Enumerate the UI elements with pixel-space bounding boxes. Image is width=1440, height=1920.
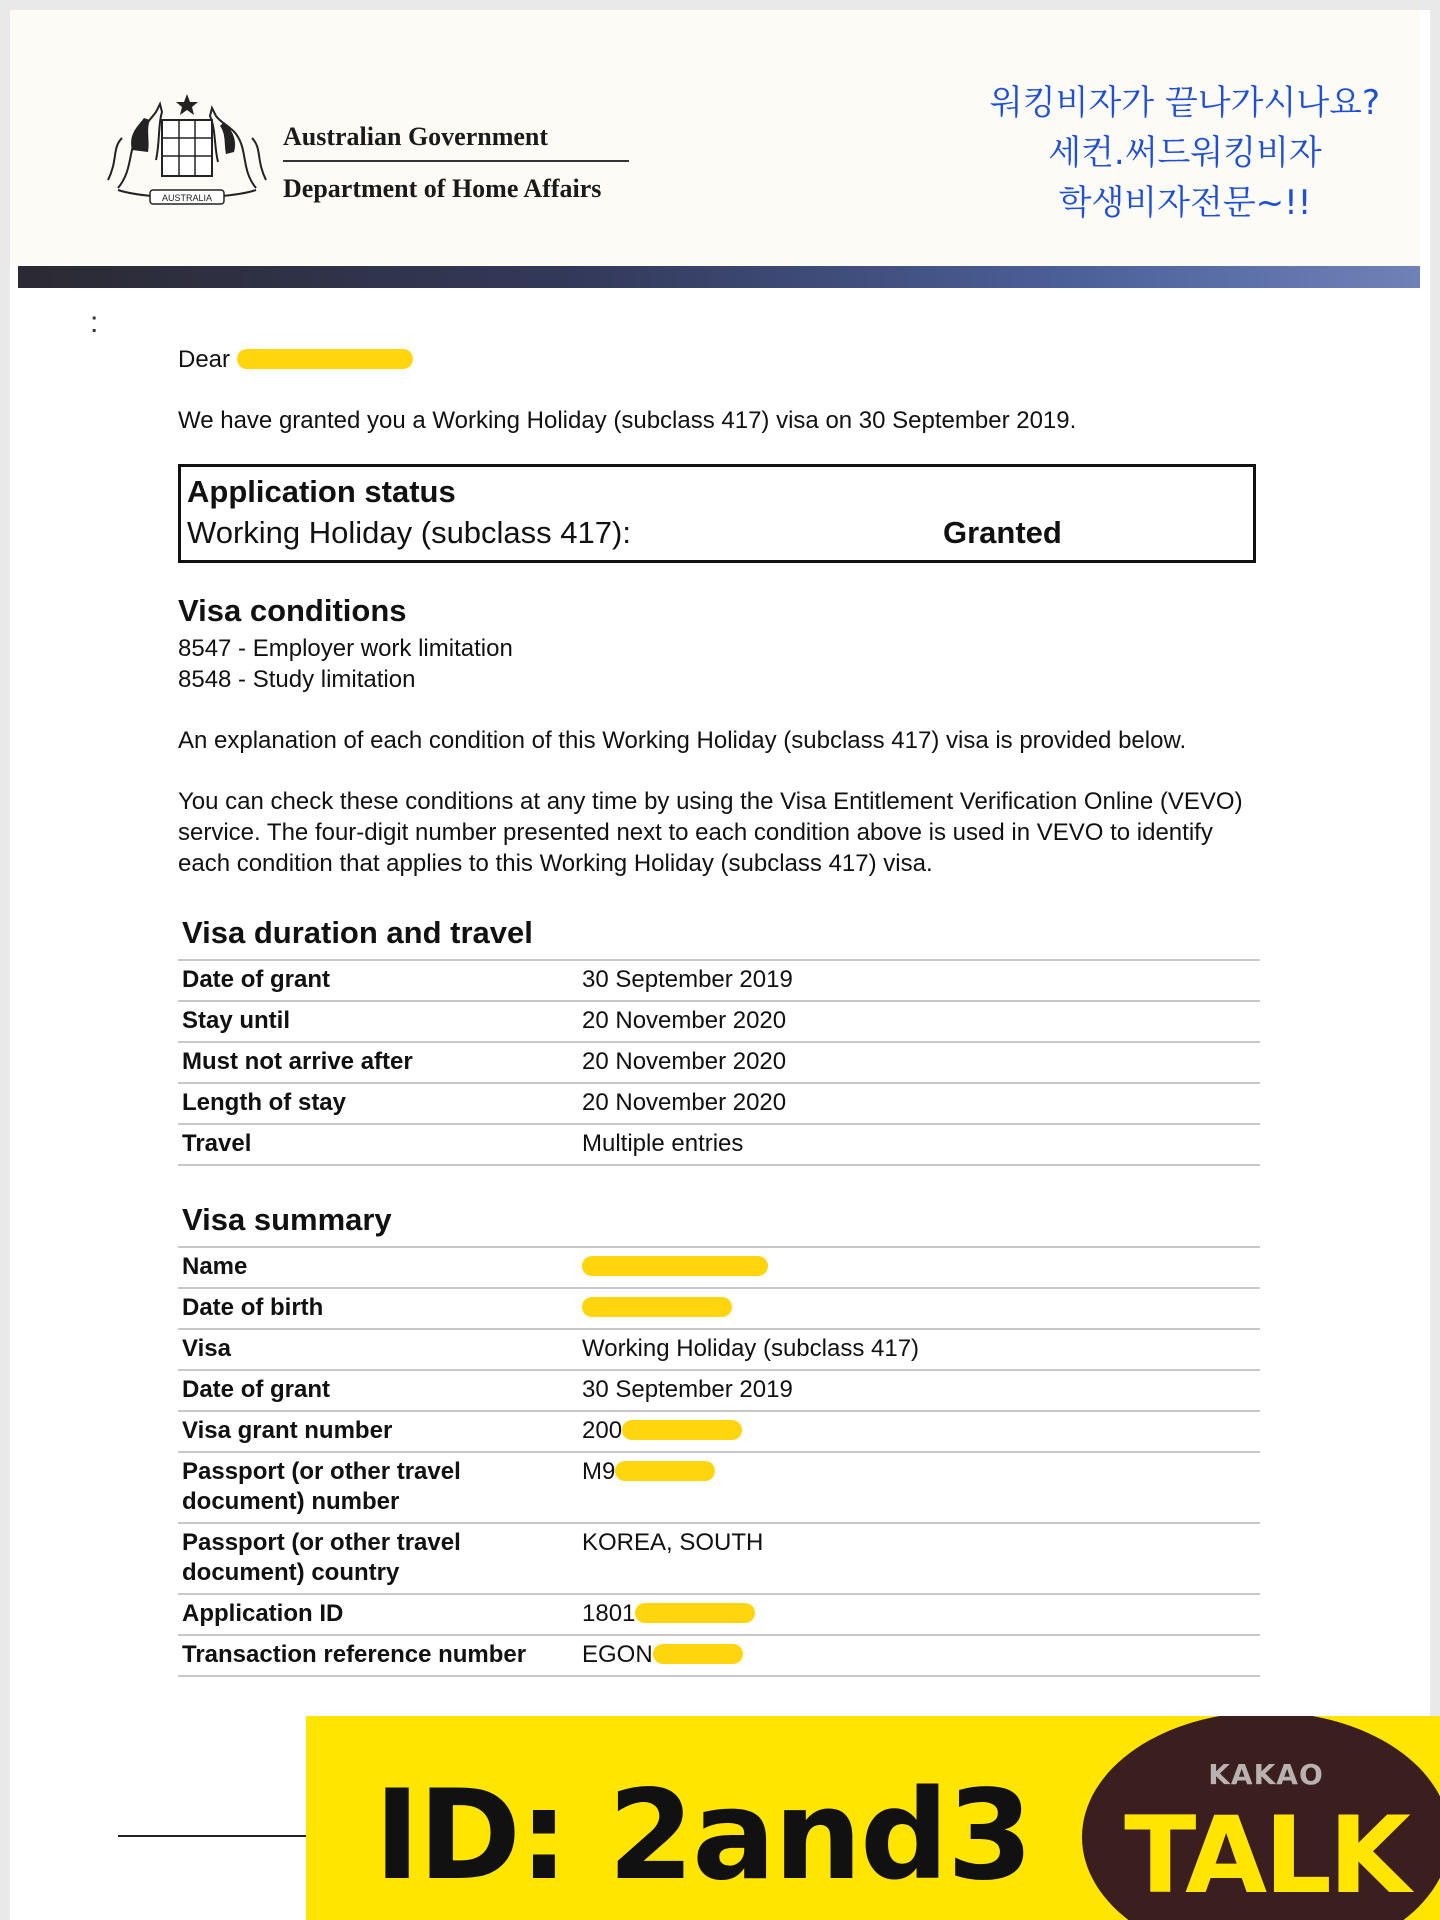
redacted-name [237,349,413,369]
partial-value: M9 [582,1458,616,1485]
row-label: Passport (or other travel document) country [178,1523,578,1594]
kakao-id-banner [306,1716,1440,1920]
duration-title: Visa duration and travel [182,915,533,950]
letter-body [178,344,1262,1677]
row-value [578,1247,1260,1288]
row-label: Date of grant [178,960,578,1001]
row-label: Name [178,1247,578,1288]
row-value [578,1411,1260,1452]
table-row [178,1083,1260,1124]
kakao-logo-small: KAKAO [1208,1758,1324,1791]
row-label: Length of stay [178,1083,578,1124]
row-value [578,1594,1260,1635]
conditions-title: Visa conditions [178,593,407,628]
government-name: Australian Government [283,122,629,162]
signature-line [118,1835,308,1837]
redacted-value [582,1256,768,1276]
grant-intro: We have granted you a Working Holiday (subclass 417) visa on 30 September 2019. [178,407,1077,434]
kakaotalk-logo-icon [1082,1716,1440,1920]
table-row [178,960,1260,1001]
coat-of-arms-icon [98,90,276,210]
row-label: Travel [178,1124,578,1165]
row-label: Passport (or other travel document) number [178,1452,578,1523]
promo-text [970,78,1400,228]
kakao-logo-big: TALK [1124,1794,1408,1917]
row-value [578,1288,1260,1329]
colon-mark: : [90,306,99,339]
application-status-box [178,464,1256,563]
duration-table [178,959,1260,1166]
row-value: 20 November 2020 [578,1042,1260,1083]
table-row [178,1124,1260,1165]
condition-item-8547: 8547 - Employer work limitation [178,635,513,662]
row-label: Visa [178,1329,578,1370]
row-label: Date of grant [178,1370,578,1411]
table-row [178,1523,1260,1594]
redacted-value [653,1644,743,1664]
partial-value: 200 [582,1417,623,1444]
redacted-value [635,1603,755,1623]
promo-line-1: 워킹비자가 끝나가시나요? [989,83,1381,123]
table-row [178,1042,1260,1083]
summary-table [178,1246,1260,1677]
letterhead [10,10,1420,265]
table-row [178,1594,1260,1635]
redacted-value [615,1461,715,1481]
government-name-block [283,122,629,204]
table-row [178,1635,1260,1676]
row-value: 30 September 2019 [578,960,1260,1001]
kakao-id-text: ID: 2and3 [374,1764,1032,1908]
vevo-paragraph: You can check these conditions at any time by using the Visa Entitlement Verification Online (VEVO) service. The four-digit number presented next to each condition above is used in VEVO to identify each condition that applies to this Working Holiday (subclass 417) visa. [178,788,1243,877]
row-value: 30 September 2019 [578,1370,1260,1411]
status-value: Granted [943,515,1062,550]
promo-line-3: 학생비자전문~!! [1058,183,1312,223]
row-value: 20 November 2020 [578,1083,1260,1124]
row-label: Must not arrive after [178,1042,578,1083]
table-row [178,1329,1260,1370]
row-label: Stay until [178,1001,578,1042]
salutation [178,344,1262,375]
summary-title: Visa summary [182,1202,392,1237]
status-row [187,512,1247,554]
table-row [178,1247,1260,1288]
row-value: KOREA, SOUTH [578,1523,1260,1594]
row-label: Visa grant number [178,1411,578,1452]
table-row [178,1370,1260,1411]
partial-value: 1801 [582,1600,636,1627]
row-label: Transaction reference number [178,1635,578,1676]
department-name: Department of Home Affairs [283,174,602,203]
status-visa-name: Working Holiday (subclass 417): [187,515,631,550]
row-value [578,1452,1260,1523]
table-row [178,1411,1260,1452]
row-value: Working Holiday (subclass 417) [578,1329,1260,1370]
row-value [578,1635,1260,1676]
salutation-text: Dear [178,346,231,373]
row-value: 20 November 2020 [578,1001,1260,1042]
promo-line-2: 세컨.써드워킹비자 [1048,133,1322,173]
crest-label: AUSTRALIA [161,193,213,203]
table-row [178,1288,1260,1329]
partial-value: EGON [582,1641,653,1668]
conditions-explanation: An explanation of each condition of this Working Holiday (subclass 417) visa is provided below. [178,727,1187,754]
redacted-value [622,1420,742,1440]
header-gradient-band [18,266,1420,288]
row-label: Date of birth [178,1288,578,1329]
row-value: Multiple entries [578,1124,1260,1165]
table-row [178,1452,1260,1523]
row-label: Application ID [178,1594,578,1635]
condition-item-8548: 8548 - Study limitation [178,666,416,693]
redacted-value [582,1297,732,1317]
table-row [178,1001,1260,1042]
status-title: Application status [187,474,456,509]
